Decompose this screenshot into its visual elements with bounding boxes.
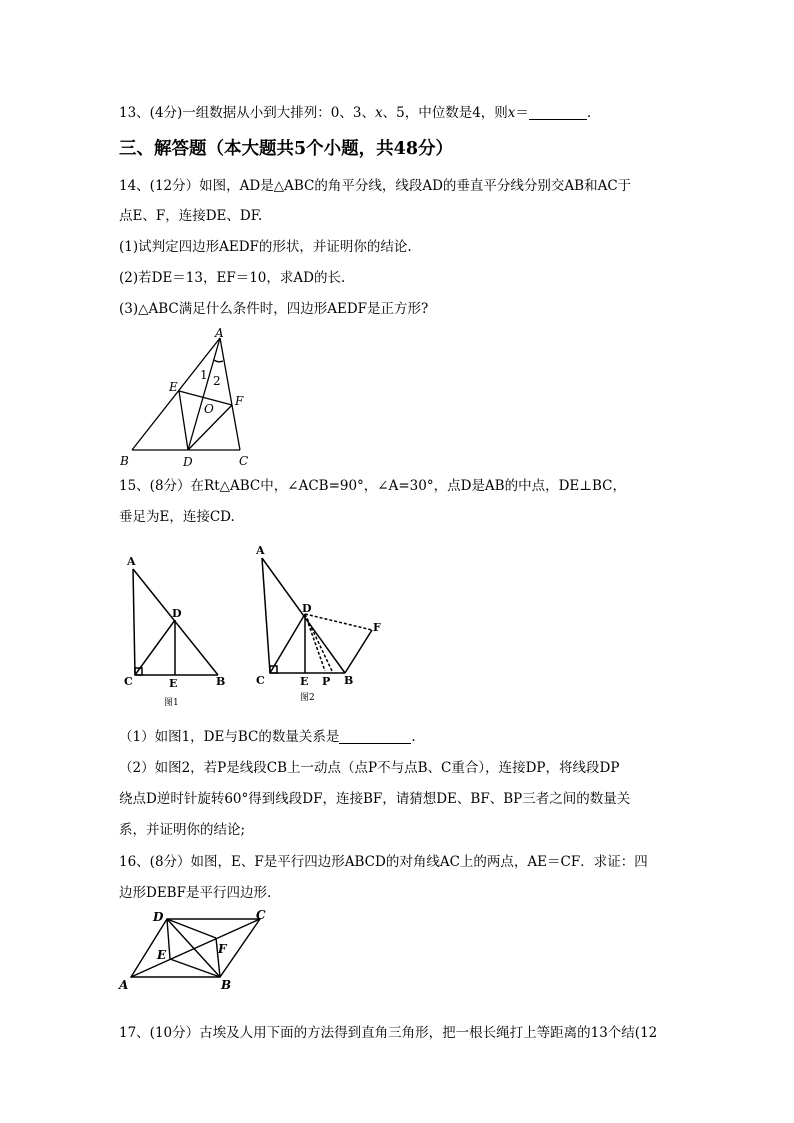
q17-line1: 17、(10分）古埃及人用下面的方法得到直角三角形，把一根长绳打上等距离的13个结(12 (119, 1025, 658, 1041)
q15f1-label-B: B (216, 675, 226, 688)
q16-figure (115, 905, 280, 995)
q14-label-E: E (169, 380, 178, 394)
q15f2-label-P: P (322, 675, 331, 688)
q14-part3: (3)△ABC满足什么条件时，四边形AEDF是正方形? (119, 301, 429, 317)
q14-line2: 点E、F，连接DE、DF. (119, 208, 263, 224)
q14-label-D: D (183, 455, 193, 469)
q16-line2: 边形DEBF是平行四边形. (119, 885, 272, 901)
q16-label-C: C (256, 908, 266, 922)
q15f2-label-B: B (344, 674, 354, 687)
q14-figure (115, 325, 275, 470)
q15f1-label-A: A (127, 555, 136, 568)
q14-label-C: C (239, 454, 249, 468)
q15-sub2-line2: 绕点D逆时针旋转60°得到线段DF，连接BF，请猜想DE、BF、BP三者之间的数量关 (119, 791, 631, 807)
q16-label-B: B (221, 978, 232, 992)
q13-text-c: ＝ (515, 105, 529, 121)
q15f2-label-A: A (256, 544, 265, 557)
q16-label-A: A (119, 978, 129, 992)
q15-figure-1 (120, 545, 230, 710)
q15f2-label-D: D (302, 602, 312, 615)
q15-sub2-line1: （2）如图2，若P是线段CB上一动点（点P不与点B、C重合），连接DP，将线段DP (119, 760, 620, 776)
q16-label-D: D (153, 910, 164, 924)
q15f1-label-D: D (172, 607, 182, 620)
q15-sub1-text: （1）如图1，DE与BC的数量关系是 (119, 729, 340, 745)
q15-sub2-line3: 系，并证明你的结论; (119, 822, 246, 838)
q15f2-label-E: E (300, 675, 309, 688)
q14-part2: (2)若DE＝13，EF＝10，求AD的长. (119, 270, 346, 286)
q15-sub1-end: . (411, 729, 416, 745)
q13-answer-blank (529, 105, 587, 120)
q14-part1: (1)试判定四边形AEDF的形状，并证明你的结论. (119, 239, 412, 255)
q13-var-x: x (374, 105, 383, 121)
q15-figure-2 (250, 538, 390, 703)
q13-text-b: 、5，中位数是4，则 (382, 105, 508, 121)
q16-line1: 16、(8分）如图，E、F是平行四边形ABCD的对角线AC上的两点，AE＝CF．求证：四 (119, 854, 648, 870)
q13-var-x2: x (507, 105, 516, 121)
q15f2-label-F: F (373, 621, 381, 634)
q14-label-A: A (215, 326, 224, 340)
q15f1-label-E: E (169, 677, 178, 690)
q14-label-B: B (120, 454, 129, 468)
q15-sub1 (119, 728, 416, 746)
q15-line1: 15、(8分）在Rt△ABC中，∠ACB=90°，∠A=30°，点D是AB的中点，DE⊥BC， (119, 478, 626, 494)
q15f2-label-C: C (256, 674, 265, 687)
q15f2-caption: 图2 (300, 693, 315, 703)
q15-line2: 垂足为E，连接CD. (119, 509, 235, 525)
q13-end: . (586, 105, 592, 121)
q15f1-caption: 图1 (164, 698, 179, 708)
q14-label-1: 1 (200, 368, 208, 382)
section-3-heading: 三、解答题（本大题共5个小题，共48分） (119, 139, 454, 159)
q14-line1: 14、(12分）如图，AD是△ABC的角平分线，线段AD的垂直平分线分别交AB和AC于 (119, 178, 632, 194)
q15f1-label-C: C (124, 675, 133, 688)
q14-label-O: O (204, 402, 214, 416)
q15-sub1-answer-blank (339, 729, 411, 744)
q16-label-F: F (218, 942, 227, 956)
q16-label-E: E (157, 948, 167, 962)
q14-label-2: 2 (213, 374, 221, 388)
q13-line (119, 104, 591, 122)
q14-label-F: F (235, 394, 244, 408)
q13-text-a: 13、(4分)一组数据从小到大排列：0、3、 (119, 105, 375, 121)
